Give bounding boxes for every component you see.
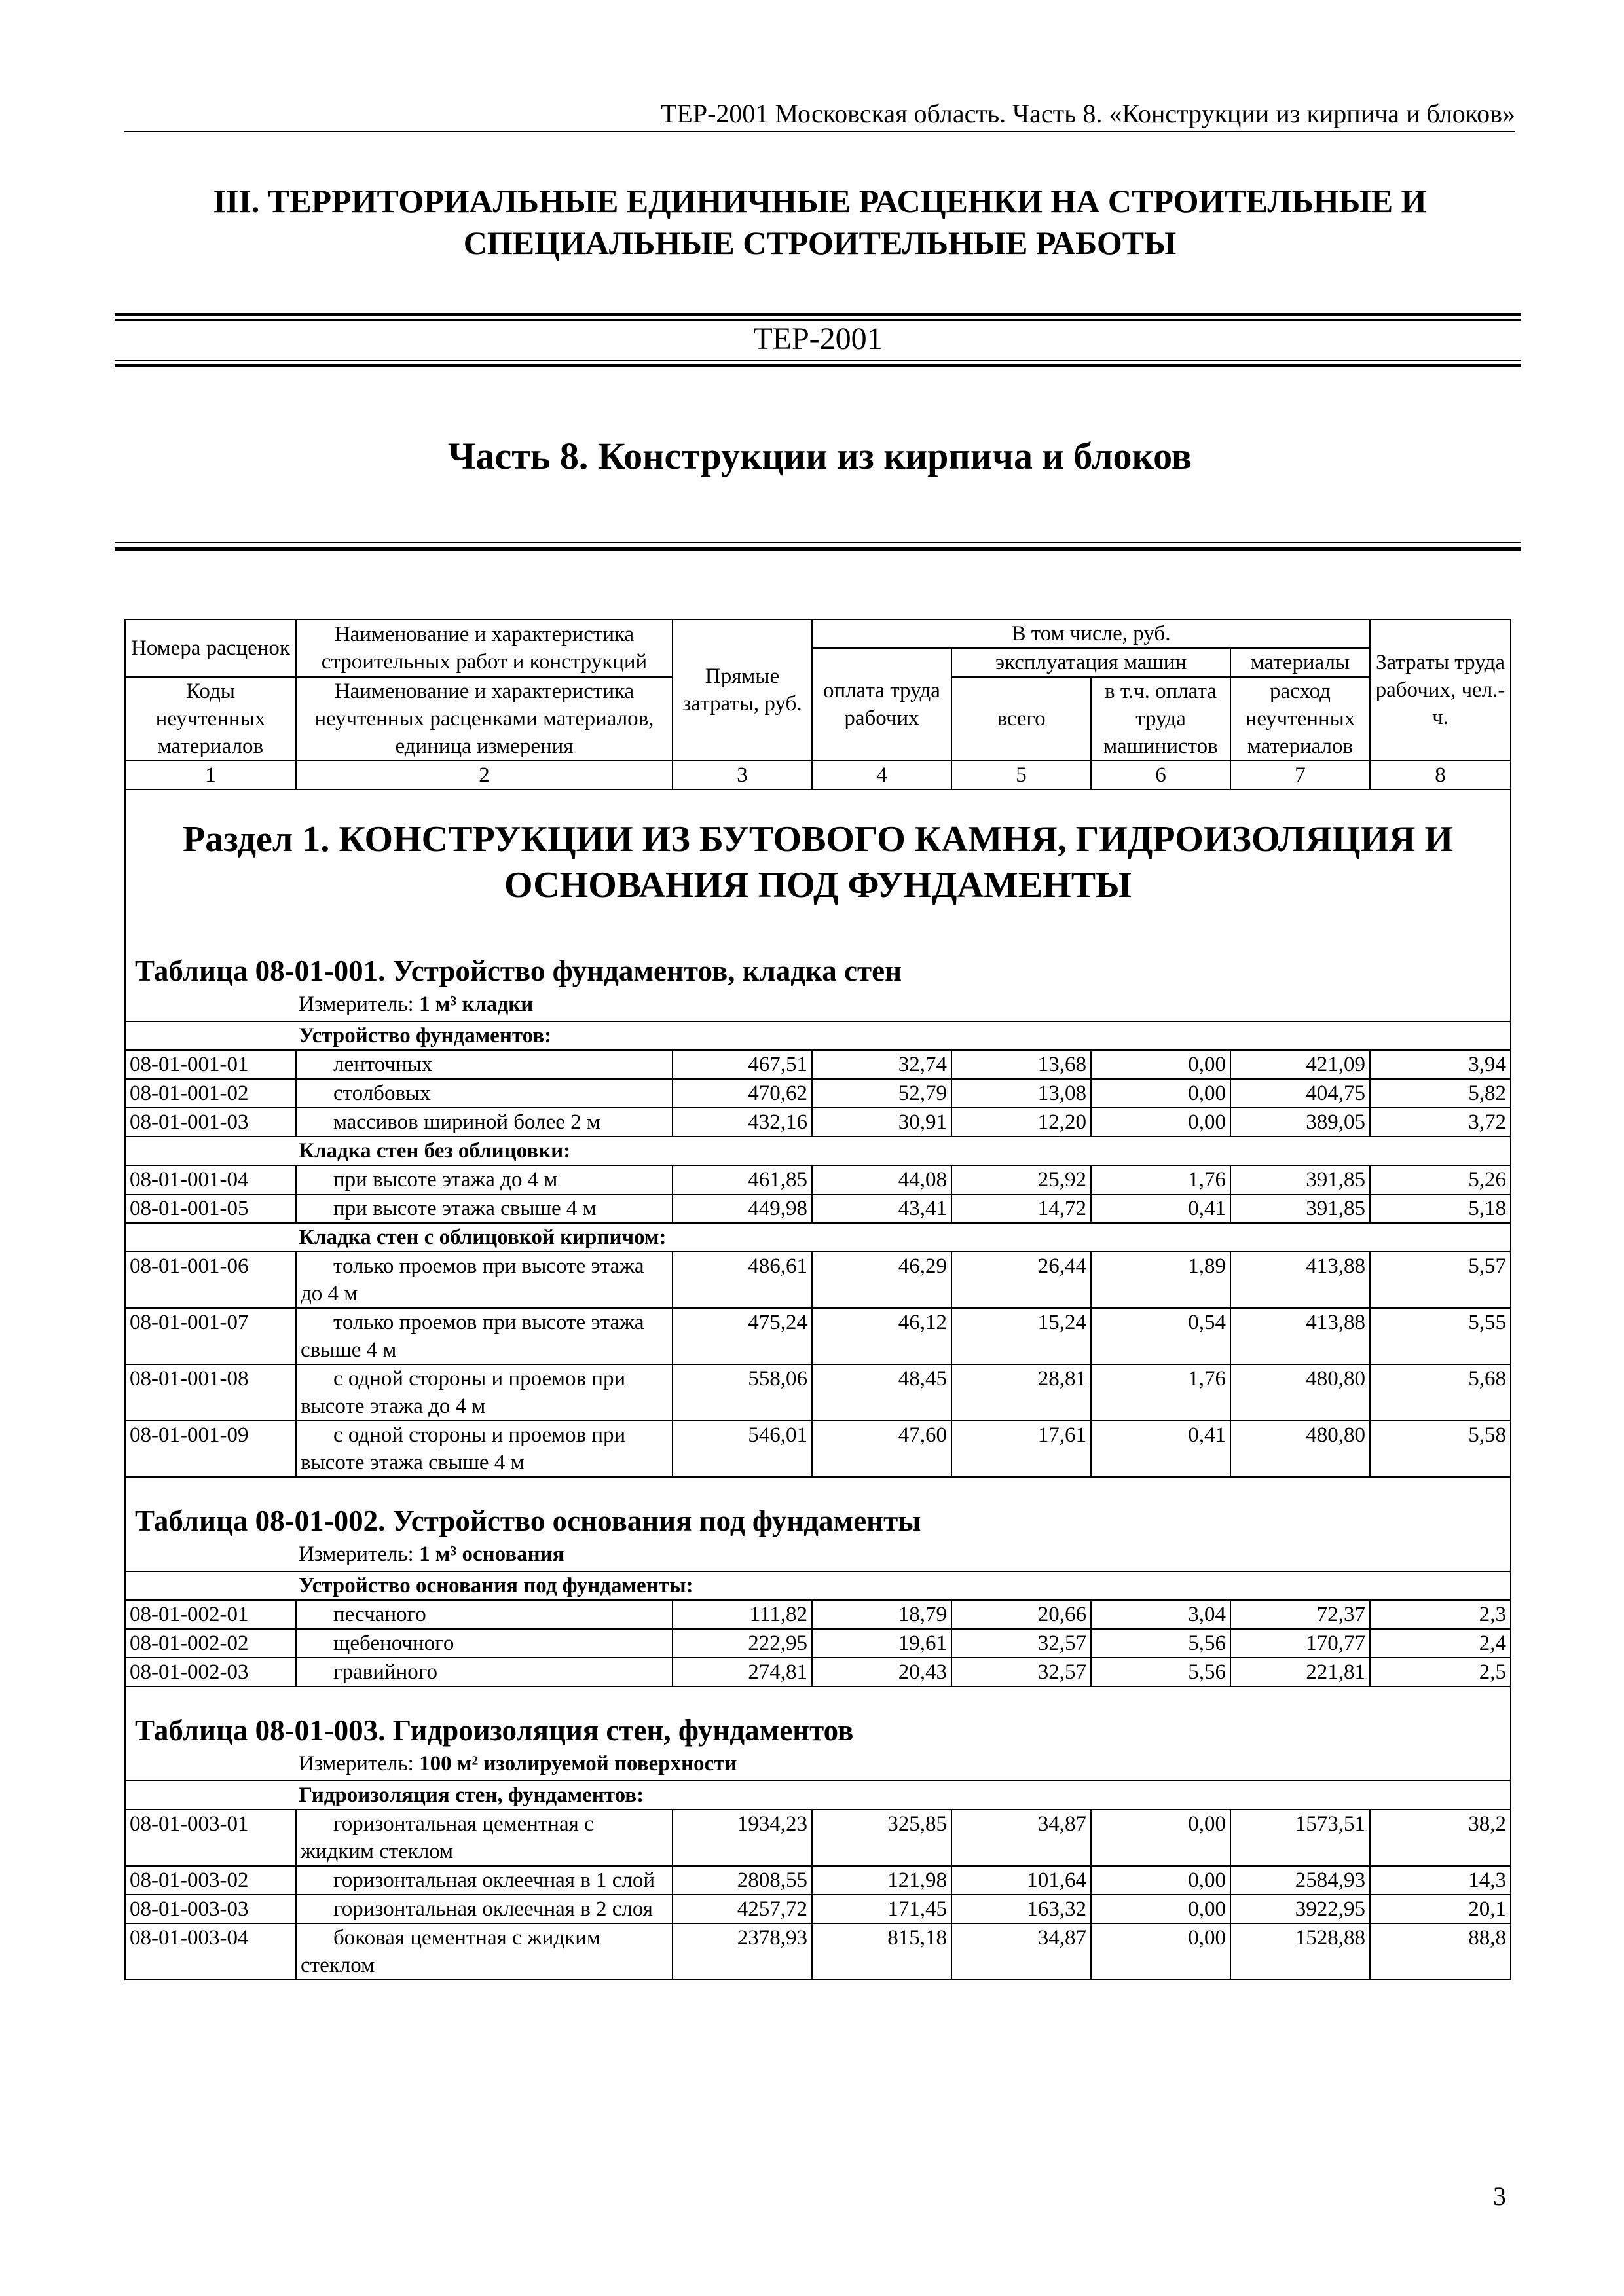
- materials-value: 413,88: [1230, 1252, 1370, 1308]
- labor-pay-value: 121,98: [812, 1866, 951, 1895]
- table-heading-cell: [125, 928, 1511, 1021]
- direct-costs-value: 467,51: [673, 1050, 812, 1079]
- labor-pay-value: 325,85: [812, 1810, 951, 1866]
- operators-pay-value: 1,76: [1091, 1165, 1230, 1194]
- labor-pay-value: 32,74: [812, 1050, 951, 1079]
- section-heading-line: Раздел 1. КОНСТРУКЦИИ ИЗ БУТОВОГО КАМНЯ, ГИДРОИЗОЛЯЦИЯ И: [183, 819, 1453, 860]
- column-number: 8: [1370, 761, 1511, 790]
- column-number: 1: [125, 761, 296, 790]
- materials-value: 1573,51: [1230, 1810, 1370, 1866]
- labor-hours-value: 5,68: [1370, 1364, 1511, 1421]
- table-body: [125, 790, 1511, 1980]
- rate-name: ленточных: [296, 1050, 673, 1079]
- rate-code: 08-01-002-02: [125, 1629, 296, 1658]
- direct-costs-value: 558,06: [673, 1364, 812, 1421]
- header-machines-total: всего: [951, 677, 1091, 761]
- labor-pay-value: 18,79: [812, 1600, 951, 1629]
- materials-value: 2584,93: [1230, 1866, 1370, 1895]
- labor-pay-value: 47,60: [812, 1421, 951, 1477]
- measure-line: [126, 1750, 1510, 1780]
- rate-code: 08-01-003-02: [125, 1866, 296, 1895]
- operators-pay-value: 1,89: [1091, 1252, 1230, 1308]
- part-title-line: СПЕЦИАЛЬНЫЕ СТРОИТЕЛЬНЫЕ РАБОТЫ: [463, 225, 1177, 261]
- labor-pay-value: 43,41: [812, 1194, 951, 1223]
- measure-line: [126, 991, 1510, 1021]
- operators-pay-value: 0,41: [1091, 1194, 1230, 1223]
- rate-name: щебеночного: [296, 1629, 673, 1658]
- labor-hours-value: 3,72: [1370, 1108, 1511, 1137]
- header-works-name: Наименование и характеристика строительных работ и конструкций: [296, 619, 673, 677]
- header-material-codes: Коды неучтенных материалов: [125, 677, 296, 761]
- labor-pay-value: 20,43: [812, 1658, 951, 1686]
- operators-pay-value: 0,00: [1091, 1079, 1230, 1108]
- direct-costs-value: 2808,55: [673, 1866, 812, 1895]
- table-heading-row: [125, 928, 1511, 1021]
- group-row: [125, 1781, 1511, 1810]
- header-unaccounted-materials: расход неучтенных материалов: [1230, 677, 1370, 761]
- materials-value: 480,80: [1230, 1421, 1370, 1477]
- operators-pay-value: 0,00: [1091, 1895, 1230, 1923]
- labor-hours-value: 20,1: [1370, 1895, 1511, 1923]
- materials-value: 391,85: [1230, 1165, 1370, 1194]
- machines-value: 28,81: [951, 1364, 1091, 1421]
- direct-costs-value: 475,24: [673, 1308, 812, 1364]
- rate-row: [125, 1252, 1511, 1308]
- header-machines: эксплуатация машин: [951, 648, 1230, 677]
- machines-value: 13,08: [951, 1079, 1091, 1108]
- operators-pay-value: 5,56: [1091, 1658, 1230, 1686]
- header-rate-numbers: Номера расценок: [125, 619, 296, 677]
- direct-costs-value: 111,82: [673, 1600, 812, 1629]
- chapter-title: Часть 8. Конструкции из кирпича и блоков: [447, 435, 1192, 477]
- group-label: Кладка стен без облицовки:: [125, 1137, 1511, 1165]
- labor-hours-value: 88,8: [1370, 1923, 1511, 1980]
- labor-hours-value: 5,26: [1370, 1165, 1511, 1194]
- rate-code: 08-01-003-03: [125, 1895, 296, 1923]
- labor-hours-value: 14,3: [1370, 1866, 1511, 1895]
- operators-pay-value: 1,76: [1091, 1364, 1230, 1421]
- section-heading-line: ОСНОВАНИЯ ПОД ФУНДАМЕНТЫ: [504, 865, 1132, 905]
- labor-pay-value: 52,79: [812, 1079, 951, 1108]
- rate-name: песчаного: [296, 1600, 673, 1629]
- divider-thin: [115, 542, 1521, 543]
- direct-costs-value: 546,01: [673, 1421, 812, 1477]
- rate-row: [125, 1194, 1511, 1223]
- divider-thick: [115, 547, 1521, 551]
- labor-hours-value: 5,18: [1370, 1194, 1511, 1223]
- measure-label: Измеритель:: [299, 1542, 420, 1566]
- machines-value: 20,66: [951, 1600, 1091, 1629]
- rate-row: [125, 1600, 1511, 1629]
- machines-value: 13,68: [951, 1050, 1091, 1079]
- rate-code: 08-01-001-04: [125, 1165, 296, 1194]
- direct-costs-value: 470,62: [673, 1079, 812, 1108]
- labor-pay-value: 48,45: [812, 1364, 951, 1421]
- labor-hours-value: 5,55: [1370, 1308, 1511, 1364]
- operators-pay-value: 0,00: [1091, 1810, 1230, 1866]
- machines-value: 32,57: [951, 1658, 1091, 1686]
- rate-name: гравийного: [296, 1658, 673, 1686]
- rate-code: 08-01-003-01: [125, 1810, 296, 1866]
- rate-row: [125, 1108, 1511, 1137]
- table-heading: Таблица 08-01-003. Гидроизоляция стен, фундаментов: [135, 1714, 854, 1747]
- column-number: 5: [951, 761, 1091, 790]
- materials-value: 1528,88: [1230, 1923, 1370, 1980]
- rate-name: только проемов при высоте этажа свыше 4 м: [296, 1308, 673, 1364]
- direct-costs-value: 222,95: [673, 1629, 812, 1658]
- machines-value: 34,87: [951, 1923, 1091, 1980]
- labor-hours-value: 5,82: [1370, 1079, 1511, 1108]
- group-row: [125, 1137, 1511, 1165]
- rate-name: столбовых: [296, 1079, 673, 1108]
- materials-value: 391,85: [1230, 1194, 1370, 1223]
- measure-unit: 1 м³ основания: [419, 1542, 564, 1566]
- direct-costs-value: 461,85: [673, 1165, 812, 1194]
- divider-thin: [115, 360, 1521, 361]
- running-head-rule: [124, 131, 1515, 132]
- machines-value: 25,92: [951, 1165, 1091, 1194]
- group-label: Устройство фундаментов:: [125, 1021, 1511, 1050]
- running-head: ТЕР-2001 Московская область. Часть 8. «Конструкции из кирпича и блоков»: [661, 99, 1515, 128]
- rate-code: 08-01-001-08: [125, 1364, 296, 1421]
- rate-code: 08-01-001-07: [125, 1308, 296, 1364]
- labor-pay-value: 30,91: [812, 1108, 951, 1137]
- header-direct-costs: Прямые затраты, руб.: [673, 619, 812, 761]
- rate-row: [125, 1923, 1511, 1980]
- operators-pay-value: 0,00: [1091, 1050, 1230, 1079]
- rate-row: [125, 1629, 1511, 1658]
- header-including: В том числе, руб.: [812, 619, 1370, 648]
- rates-table: [124, 619, 1511, 1980]
- machines-value: 14,72: [951, 1194, 1091, 1223]
- rate-name: с одной стороны и проемов при высоте этажа свыше 4 м: [296, 1421, 673, 1477]
- rate-row: [125, 1079, 1511, 1108]
- header-materials-name: Наименование и характеристика неучтенных расценками материалов, единица измерения: [296, 677, 673, 761]
- materials-value: 72,37: [1230, 1600, 1370, 1629]
- labor-hours-value: 38,2: [1370, 1810, 1511, 1866]
- direct-costs-value: 2378,93: [673, 1923, 812, 1980]
- direct-costs-value: 449,98: [673, 1194, 812, 1223]
- labor-hours-value: 2,4: [1370, 1629, 1511, 1658]
- rate-row: [125, 1866, 1511, 1895]
- header-materials: материалы: [1230, 648, 1370, 677]
- machines-value: 12,20: [951, 1108, 1091, 1137]
- materials-value: 221,81: [1230, 1658, 1370, 1686]
- machines-value: 17,61: [951, 1421, 1091, 1477]
- labor-pay-value: 46,29: [812, 1252, 951, 1308]
- column-number: 2: [296, 761, 673, 790]
- group-row: [125, 1223, 1511, 1252]
- header-operators-pay: в т.ч. оплата труда машинистов: [1091, 677, 1230, 761]
- table-heading-row: [125, 1686, 1511, 1781]
- measure-line: [126, 1540, 1510, 1571]
- table-heading: Таблица 08-01-001. Устройство фундаментов, кладка стен: [135, 955, 902, 987]
- rate-name: боковая цементная с жидким стеклом: [296, 1923, 673, 1980]
- rate-code: 08-01-001-02: [125, 1079, 296, 1108]
- machines-value: 32,57: [951, 1629, 1091, 1658]
- measure-label: Измеритель:: [299, 993, 420, 1016]
- rate-name: массивов шириной более 2 м: [296, 1108, 673, 1137]
- labor-hours-value: 5,58: [1370, 1421, 1511, 1477]
- rate-row: [125, 1658, 1511, 1686]
- column-number: 3: [673, 761, 812, 790]
- materials-value: 480,80: [1230, 1364, 1370, 1421]
- operators-pay-value: 0,00: [1091, 1923, 1230, 1980]
- rate-row: [125, 1895, 1511, 1923]
- column-number: 4: [812, 761, 951, 790]
- rate-row: [125, 1421, 1511, 1477]
- column-number: 7: [1230, 761, 1370, 790]
- header-labor-costs: Затраты труда рабочих, чел.-ч.: [1370, 619, 1511, 761]
- rate-code: 08-01-001-03: [125, 1108, 296, 1137]
- direct-costs-value: 486,61: [673, 1252, 812, 1308]
- collection-label: ТЕР-2001: [753, 321, 883, 356]
- operators-pay-value: 0,41: [1091, 1421, 1230, 1477]
- table-heading-cell: [125, 1477, 1511, 1571]
- rate-name: при высоте этажа до 4 м: [296, 1165, 673, 1194]
- operators-pay-value: 0,54: [1091, 1308, 1230, 1364]
- materials-value: 170,77: [1230, 1629, 1370, 1658]
- table-heading-row: [125, 1477, 1511, 1571]
- rate-row: [125, 1050, 1511, 1079]
- machines-value: 15,24: [951, 1308, 1091, 1364]
- rate-name: с одной стороны и проемов при высоте этажа до 4 м: [296, 1364, 673, 1421]
- materials-value: 389,05: [1230, 1108, 1370, 1137]
- divider-thick: [115, 364, 1521, 367]
- machines-value: 101,64: [951, 1866, 1091, 1895]
- rate-name: горизонтальная цементная с жидким стеклом: [296, 1810, 673, 1866]
- column-numbers-row: [125, 761, 1511, 790]
- rate-name: при высоте этажа свыше 4 м: [296, 1194, 673, 1223]
- group-label: Гидроизоляция стен, фундаментов:: [125, 1781, 1511, 1810]
- rate-row: [125, 1308, 1511, 1364]
- rate-code: 08-01-001-06: [125, 1252, 296, 1308]
- labor-hours-value: 3,94: [1370, 1050, 1511, 1079]
- materials-value: 413,88: [1230, 1308, 1370, 1364]
- rate-code: 08-01-002-03: [125, 1658, 296, 1686]
- direct-costs-value: 4257,72: [673, 1895, 812, 1923]
- rate-code: 08-01-001-09: [125, 1421, 296, 1477]
- rate-row: [125, 1810, 1511, 1866]
- table-heading: Таблица 08-01-002. Устройство основания под фундаменты: [135, 1504, 921, 1537]
- rate-row: [125, 1165, 1511, 1194]
- direct-costs-value: 432,16: [673, 1108, 812, 1137]
- measure-unit: 100 м² изолируемой поверхности: [419, 1752, 737, 1776]
- direct-costs-value: 1934,23: [673, 1810, 812, 1866]
- group-row: [125, 1021, 1511, 1050]
- group-row: [125, 1571, 1511, 1600]
- direct-costs-value: 274,81: [673, 1658, 812, 1686]
- machines-value: 34,87: [951, 1810, 1091, 1866]
- rate-code: 08-01-003-04: [125, 1923, 296, 1980]
- measure-unit: 1 м³ кладки: [419, 993, 534, 1016]
- rate-name: только проемов при высоте этажа до 4 м: [296, 1252, 673, 1308]
- page-number: 3: [1493, 2181, 1506, 2211]
- labor-pay-value: 171,45: [812, 1895, 951, 1923]
- labor-pay-value: 815,18: [812, 1923, 951, 1980]
- materials-value: 404,75: [1230, 1079, 1370, 1108]
- operators-pay-value: 0,00: [1091, 1866, 1230, 1895]
- rate-code: 08-01-001-01: [125, 1050, 296, 1079]
- rate-name: горизонтальная оклеечная в 2 слоя: [296, 1895, 673, 1923]
- section-heading: [126, 790, 1510, 928]
- group-label: Устройство основания под фундаменты:: [125, 1571, 1511, 1600]
- materials-value: 421,09: [1230, 1050, 1370, 1079]
- table-heading-cell: [125, 1686, 1511, 1781]
- rate-row: [125, 1364, 1511, 1421]
- header-labor-pay: оплата труда рабочих: [812, 648, 951, 761]
- labor-hours-value: 2,3: [1370, 1600, 1511, 1629]
- labor-pay-value: 19,61: [812, 1629, 951, 1658]
- materials-value: 3922,95: [1230, 1895, 1370, 1923]
- labor-pay-value: 46,12: [812, 1308, 951, 1364]
- operators-pay-value: 0,00: [1091, 1108, 1230, 1137]
- machines-value: 26,44: [951, 1252, 1091, 1308]
- labor-pay-value: 44,08: [812, 1165, 951, 1194]
- rate-name: горизонтальная оклеечная в 1 слой: [296, 1866, 673, 1895]
- part-title: [124, 180, 1515, 264]
- column-number: 6: [1091, 761, 1230, 790]
- rate-code: 08-01-001-05: [125, 1194, 296, 1223]
- table-header: [125, 619, 1511, 790]
- labor-hours-value: 2,5: [1370, 1658, 1511, 1686]
- operators-pay-value: 5,56: [1091, 1629, 1230, 1658]
- section-heading-cell: [125, 790, 1511, 928]
- machines-value: 163,32: [951, 1895, 1091, 1923]
- part-title-line: III. ТЕРРИТОРИАЛЬНЫЕ ЕДИНИЧНЫЕ РАСЦЕНКИ НА СТРОИТЕЛЬНЫЕ И: [213, 183, 1427, 219]
- group-label: Кладка стен с облицовкой кирпичом:: [125, 1223, 1511, 1252]
- divider-thick: [115, 313, 1521, 316]
- rate-code: 08-01-002-01: [125, 1600, 296, 1629]
- measure-label: Измеритель:: [299, 1752, 420, 1776]
- operators-pay-value: 3,04: [1091, 1600, 1230, 1629]
- labor-hours-value: 5,57: [1370, 1252, 1511, 1308]
